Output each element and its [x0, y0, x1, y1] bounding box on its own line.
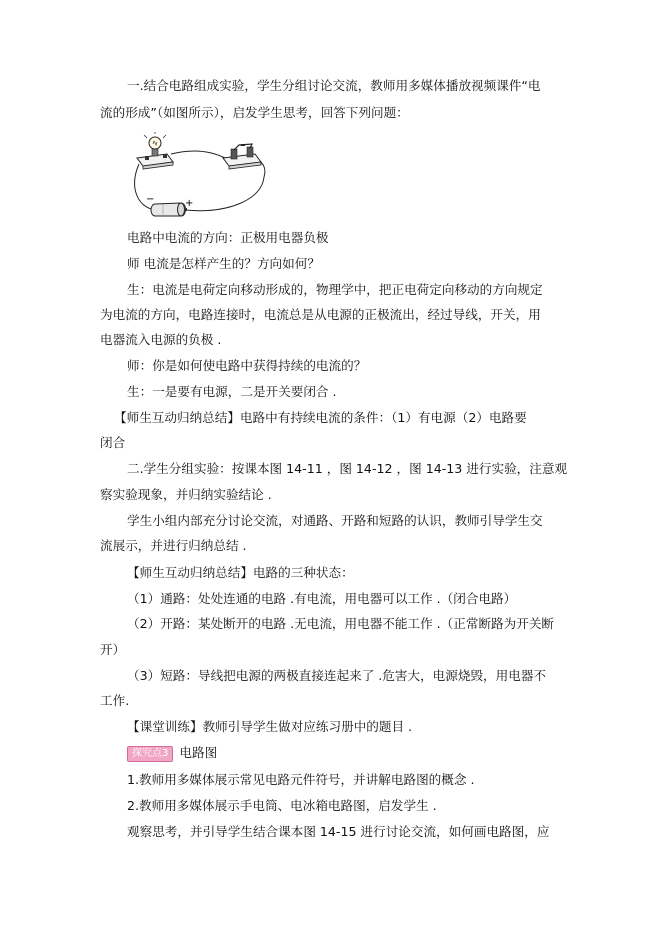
para-line: 师 电流是怎样产生的？方向如何？ [127, 256, 320, 271]
bulb-on-board [137, 132, 173, 169]
plus-sign: + [185, 198, 194, 209]
circuit-wire [185, 160, 265, 211]
para-line: 观察思考，并引导学生结合课本图 14-15 进行讨论交流，如何画电路图，应 [127, 824, 550, 839]
para-line: 为电流的方向，电路连接时，电流总是从电源的正极流出，经过导线，开关，用 [100, 307, 541, 322]
switch-on-board [223, 144, 261, 169]
para-line: 二.学生分组实验：按课本图 14-11 ，图 14-12 ，图 14-13 进行实验，注意观 [127, 461, 568, 476]
para-line: 2.教师用多媒体展示手电筒、电冰箱电路图，启发学生 . [127, 798, 437, 813]
para-line: （2）开路：某处断开的电路 .无电流，用电器不能工作 .（正常断路为开关断 [127, 616, 555, 631]
para-line: 电器流入电源的负极 . [100, 332, 222, 347]
section-badge: 探究点3 [127, 746, 173, 762]
para-line: 师：你是如何使电路中获得持续的电流的？ [127, 358, 367, 373]
para-line: 开） [100, 642, 126, 657]
circuit-figure [127, 132, 277, 222]
para-line: （3）短路：导线把电源的两极直接连起来了 .危害大，电源烧毁，用电器不 [127, 668, 547, 683]
para-line: （1）通路：处处连通的电路 .有电流，用电器可以工作 .（闭合电路） [127, 591, 517, 606]
para-line: 电路中电流的方向：正极用电器负极 [127, 230, 329, 245]
para-line: 一.结合电路组成实验，学生分组讨论交流，教师用多媒体播放视频课件“电 [127, 78, 541, 93]
para-line: 生：一是要有电源，二是开关要闭合 . [127, 384, 337, 399]
circuit-diagram [127, 132, 277, 222]
para-line: 【课堂训练】教师引导学生做对应练习册中的题目 . [127, 719, 413, 734]
circuit-wire [171, 151, 225, 158]
para-line: 察实验现象，并归纳实验结论 . [100, 487, 272, 502]
para-line: 学生小组内部充分讨论交流，对通路、开路和短路的认识，教师引导学生交 [127, 513, 543, 528]
para-line: 生：电流是电荷定向移动形成的，物理学中，把正电荷定向移动的方向规定 [127, 282, 543, 297]
para-line: 1.教师用多媒体展示常见电路元件符号，并讲解电路图的概念 . [127, 772, 475, 787]
para-line: 【师生互动归纳总结】电路中有持续电流的条件：（1）有电源（2）电路要 [114, 410, 527, 425]
battery [146, 194, 193, 216]
section-heading [127, 744, 217, 762]
para-line: 【师生互动归纳总结】电路的三种状态： [127, 565, 354, 580]
para-line: 流的形成”（如图所示），启发学生思考，回答下列问题： [100, 105, 409, 120]
section-title: 电路图 [179, 745, 218, 760]
para-line: 流展示，并进行归纳总结 . [100, 538, 247, 553]
para-line: 工作. [100, 693, 130, 708]
minus-sign: − [146, 194, 155, 205]
para-line: 闭合 [100, 435, 126, 450]
